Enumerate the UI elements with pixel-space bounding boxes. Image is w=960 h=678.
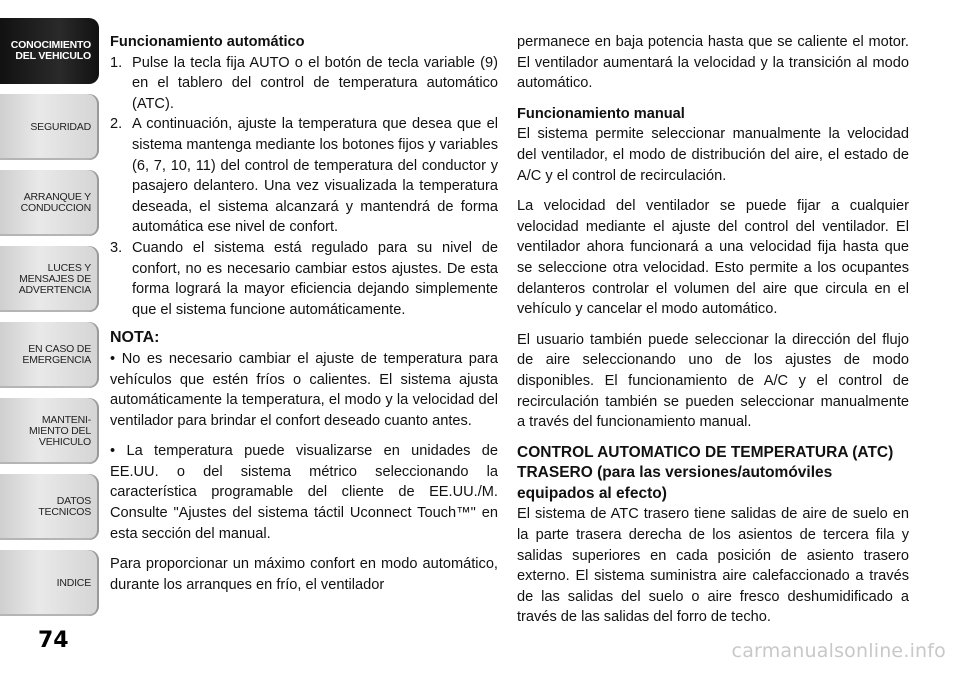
paragraph: El usuario también puede seleccionar la dirección del flujo de aire seleccionando uno de los ajustes de modo disponibles. El funcionamiento de A/C y el control de recirculación también se pueden seleccionar manualmente a través del funcionamiento manual. <box>517 331 909 431</box>
paragraph: Para proporcionar un máximo confort en modo automático, durante los arranques en frío, el ventilador <box>110 556 498 593</box>
steps-list <box>110 53 498 321</box>
tab-luces-y-mensajes[interactable] <box>0 246 99 312</box>
note-paragraph: • La temperatura puede visualizarse en unidades de EE.UU. o del sistema métrico seleccionando la característica programable del cliente de EE.UU./M. Consulte "Ajustes del sistema táctil Uconnect Touch™" en esta sección del manual. <box>110 443 498 542</box>
list-item <box>110 238 498 320</box>
tab-arranque-y-conduccion[interactable] <box>0 170 99 236</box>
tab-label: SEGURIDAD <box>30 120 91 133</box>
paragraph: La velocidad del ventilador se puede fijar a cualquier velocidad mediante el ajuste del control del ventilador. El ventilador ahora funcionará a una velocidad fija hasta que se seleccione otra velocidad. Esto permite a los ocupantes delanteros controlar el volumen del aire que circula en el vehículo y cancelar el modo automático. <box>517 198 909 318</box>
step-number: 3. <box>110 239 123 256</box>
left-column <box>110 32 498 605</box>
page-number: 74 <box>38 628 69 653</box>
step-number: 1. <box>110 54 123 71</box>
tab-conocimiento-del-vehiculo[interactable] <box>0 18 99 84</box>
section-heading-automatic: Funcionamiento automático <box>110 34 305 50</box>
step-text: Pulse la tecla fija AUTO o el botón de tecla variable (9) en el tablero del control de temperatura automático (ATC). <box>132 54 498 112</box>
tab-label: LUCES Y MENSAJES DE ADVERTENCIA <box>18 261 91 296</box>
tab-label: INDICE <box>56 576 91 589</box>
note-heading: NOTA: <box>110 329 160 347</box>
section-heading-manual: Funcionamiento manual <box>517 105 685 122</box>
step-text: Cuando el sistema está regulado para su nivel de confort, no es necesario cambiar estos ajustes. De esta forma logrará la mayor eficiencia dejando simplemente que el sistema funcione automáticamente. <box>132 239 498 318</box>
tab-mantenimiento[interactable] <box>0 398 99 464</box>
right-column <box>517 32 909 638</box>
tab-label: CONOCIMIENTO DEL VEHICULO <box>10 39 91 62</box>
section-heading-rear-atc: CONTROL AUTOMATICO DE TEMPERATURA (ATC) TRASERO (para las versiones/automóviles equipados al efecto) <box>517 443 894 502</box>
note-paragraph: • No es necesario cambiar el ajuste de temperatura para vehículos que estén fríos o calientes. El sistema ajusta automáticamente la temperatura, el modo y la velocidad del ventilador para brindar el confort deseado cuanto antes. <box>110 350 498 429</box>
tab-label: DATOS TECNICOS <box>38 495 91 518</box>
tab-datos-tecnicos[interactable] <box>0 474 99 540</box>
tab-label: EN CASO DE EMERGENCIA <box>22 343 91 366</box>
paragraph: El sistema de ATC trasero tiene salidas de aire de suelo en la parte trasera derecha de los asientos de tercera fila y salidas superiores en cada posición de asiento trasero externo. El sistema suministra aire calefaccionado a través de las salidas del suelo o aire fresco deshumidificado a través de las salidas del forro de techo. <box>517 506 909 626</box>
tab-seguridad[interactable] <box>0 94 99 160</box>
tab-indice[interactable] <box>0 550 99 616</box>
tab-label: ARRANQUE Y CONDUCCION <box>20 191 91 214</box>
list-item <box>110 114 498 238</box>
list-item <box>110 53 498 115</box>
chapter-sidebar <box>0 18 99 626</box>
step-number: 2. <box>110 116 123 133</box>
tab-label: MANTENI- MIENTO DEL VEHICULO <box>29 413 91 448</box>
paragraph: permanece en baja potencia hasta que se caliente el motor. El ventilador aumentará la velocidad y la transición al modo automático. <box>517 34 909 92</box>
step-text: A continuación, ajuste la temperatura que desea que el sistema mantenga mediante los botones fijos y variables (6, 7, 10, 11) del control de temperatura del conductor y pasajero delantero. Una vez visualizada la temperatura deseada, el sistema alcanzará y mantendrá de forma automática ese nivel de confort. <box>132 116 498 236</box>
watermark: carmanualsonline.info <box>731 640 946 662</box>
paragraph: El sistema permite seleccionar manualmente la velocidad del ventilador, el modo de distribución del aire, el estado de A/C y el control de recirculación. <box>517 126 909 184</box>
tab-en-caso-de-emergencia[interactable] <box>0 322 99 388</box>
